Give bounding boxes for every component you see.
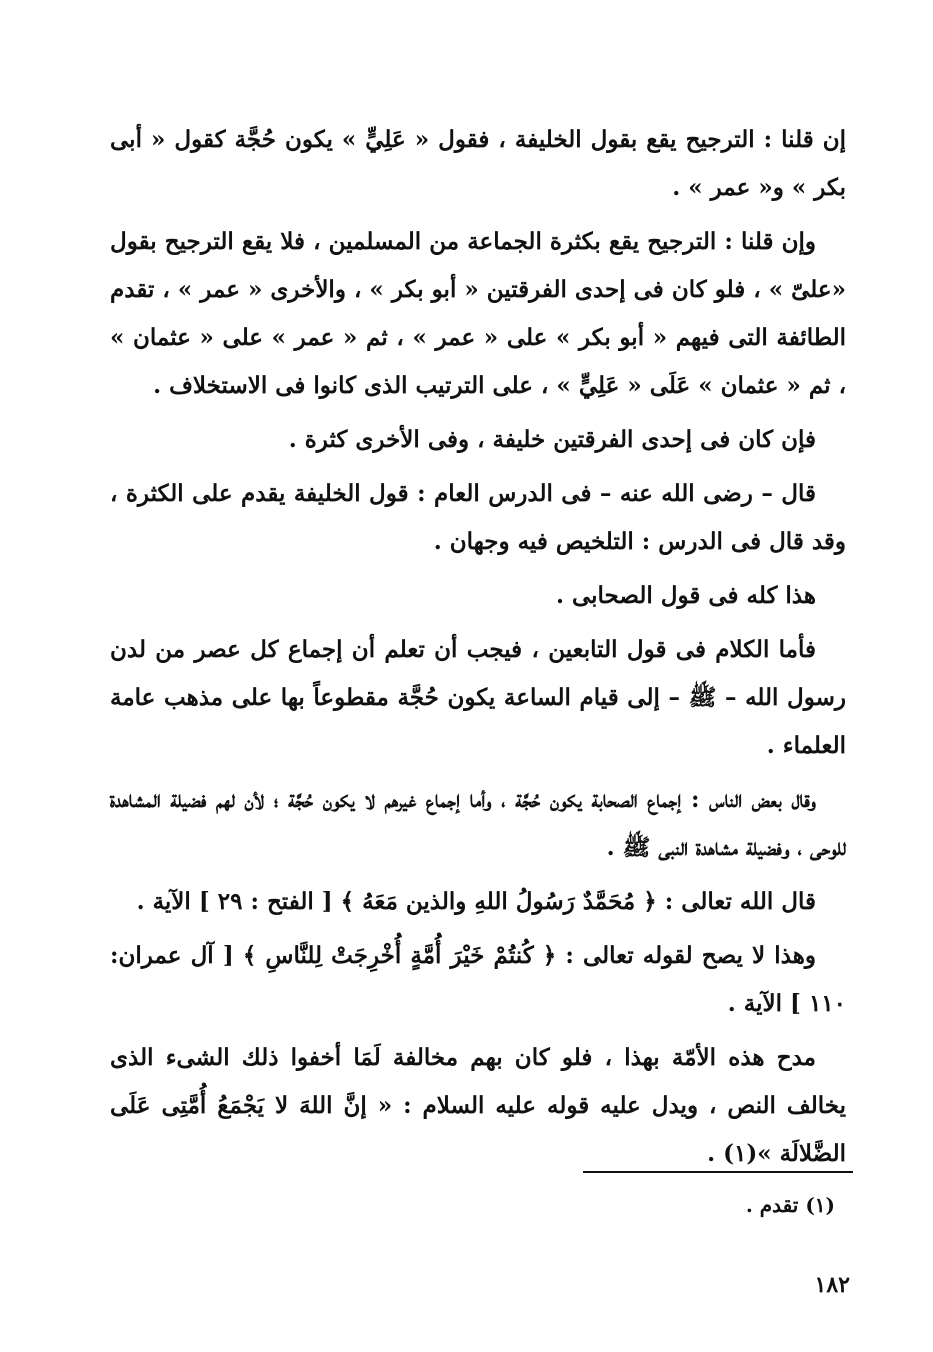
paragraph: قال – رضى الله عنه – فى الدرس العام : قول الخليفة يقدم على الكثرة ، وقد قال فى الدرس : التلخيص فيه وجهان . bbox=[110, 480, 846, 555]
paragraph: فإن كان فى إحدى الفرقتين خليفة ، وفى الأخرى كثرة . bbox=[288, 426, 816, 453]
paragraph: مدح هذه الأمّة بهذا ، فلو كان بهم مخالفة لَمَا أخفوا ذلك الشىء الذى يخالف النص ، ويدل عليه قوله عليه السلام : « إنَّ اللهَ لا يَجْمَعُ أُمَّتِى عَلَى الضَّلالَة »(١) . bbox=[110, 1044, 846, 1167]
paragraph: فأما الكلام فى قول التابعين ، فيجب أن تعلم أن إجماع كل عصر من لدن رسول الله – ﷺ – إلى قيام الساعة يكون حُجَّة مقطوعاً بها على مذهب عامة العلماء . bbox=[110, 636, 846, 759]
footnote-divider bbox=[583, 1171, 853, 1173]
quran-citation: وهذا لا يصح لقوله تعالى : ﴿ كُنتُمْ خَيْرَ أُمَّةٍ أُخْرِجَتْ لِلنَّاسِ ﴾ [ آل عمران: ١١٠ ] الآية . bbox=[110, 942, 846, 1017]
paragraph: هذا كله فى قول الصحابى . bbox=[555, 582, 816, 609]
paragraph: وإن قلنا : الترجيح يقع بكثرة الجماعة من المسلمين ، فلا يقع الترجيح بقول «علىّ » ، فلو كان فى إحدى الفرقتين « أبو بكر » ، والأخرى « عمر » ، تقدم الطائفة التى فيهم « أبو بكر » على « عمر » ، ثم « عمر » على « عثمان » ، ثم « عثمان » عَلَى « عَلِيٍّ » ، على الترتيب الذى كانوا فى الاستخلاف . bbox=[110, 228, 846, 399]
body-text bbox=[110, 116, 846, 1178]
paragraph: إن قلنا : الترجيح يقع بقول الخليفة ، فقول « عَلِيٍّ » يكون حُجَّة كقول « أبى بكر » و« عمر » . bbox=[110, 126, 846, 201]
page-number: ١٨٢ bbox=[814, 1272, 850, 1298]
footnote: (١) تقدم . bbox=[745, 1193, 835, 1217]
quran-citation: قال الله تعالى : ﴿ مُحَمَّدٌ رَسُولُ اللهِ والذين مَعَهُ ﴾ [ الفتح : ٢٩ ] الآية . bbox=[136, 888, 816, 915]
paragraph: وقال بعض الناس : إجماع الصحابة يكون حُجَّة ، وأما إجماع غيرهم لا يكون حُجَّة ؛ لأن لهم فضيلة المشاهدة للوحى ، وفضيلة مشاهدة النبى ﷺ . bbox=[110, 786, 846, 861]
